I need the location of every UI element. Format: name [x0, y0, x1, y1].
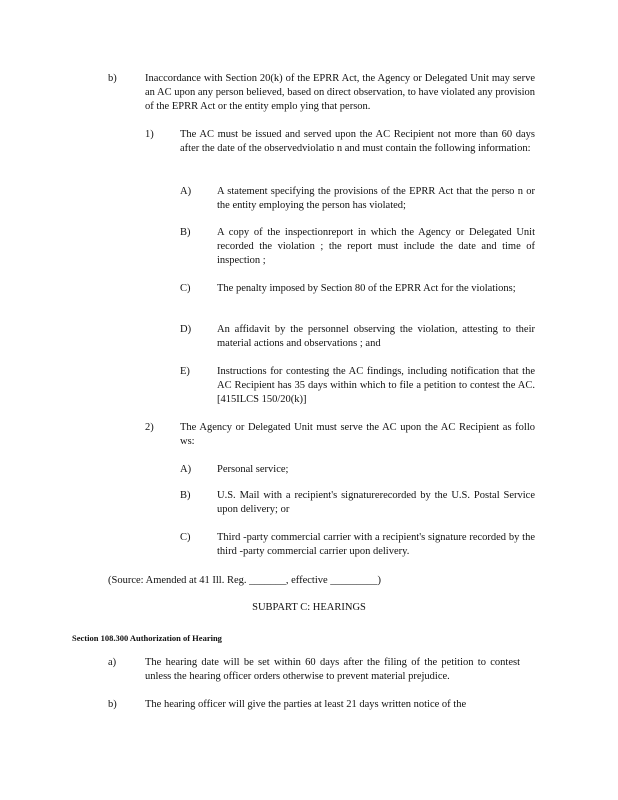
item-2-a-label: A): [180, 464, 192, 475]
item-1-e: Instructions for contesting the AC findings, including notification that the AC Recipient has 35 days within which to file a petition to contest the AC. [415ILCS 150/20(k)]: [217, 366, 535, 405]
item-1-b: A copy of the inspectionreport in which the Agency or Delegated Unit recorded the violation ; the report must include the date and time of inspection ;: [217, 227, 535, 266]
item-1-e-label: E): [180, 366, 190, 377]
section-a-label: a): [108, 657, 117, 668]
item-1-a-label: A): [180, 186, 192, 197]
section-b: The hearing officer will give the parties at least 21 days written notice of the: [145, 699, 467, 710]
item-2: The Agency or Delegated Unit must serve the AC upon the AC Recipient as follo ws:: [180, 422, 535, 447]
section-heading: Section 108.300 Authorization of Hearing: [72, 633, 222, 643]
paragraph-b-label: b): [108, 73, 117, 84]
section-b-label: b): [108, 699, 117, 710]
item-2-b: U.S. Mail with a recipient's signaturerecorded by the U.S. Postal Service upon delivery; or: [217, 490, 535, 515]
item-1-d: An affidavit by the personnel observing the violation, attesting to their material actions and observations ; and: [217, 324, 535, 349]
source-note: (Source: Amended at 41 Ill. Reg. _______, effective _________): [108, 575, 382, 586]
item-1: The AC must be issued and served upon the AC Recipient not more than 60 days after the date of the observedviolatio n and must contain the following information:: [180, 129, 535, 154]
item-1-label: 1): [145, 129, 154, 140]
item-1-c: The penalty imposed by Section 80 of the EPRR Act for the violations;: [217, 283, 516, 294]
paragraph-b: Inaccordance with Section 20(k) of the EPRR Act, the Agency or Delegated Unit may serve an AC upon any person believed, based on direct observation, to have violated any provision of the EPRR Act or the entity emplo ying that person.: [145, 73, 535, 112]
item-2-c: Third -party commercial carrier with a recipient's signature recorded by the third -party commercial carrier upon delivery.: [217, 532, 535, 557]
item-1-a: A statement specifying the provisions of the EPRR Act that the perso n or the entity employing the person has violated;: [217, 186, 535, 211]
item-2-a: Personal service;: [217, 464, 289, 475]
item-2-label: 2): [145, 422, 154, 433]
subpart-title: SUBPART C: HEARINGS: [252, 602, 366, 613]
item-2-c-label: C): [180, 532, 191, 543]
item-1-d-label: D): [180, 324, 192, 335]
item-1-c-label: C): [180, 283, 191, 294]
section-a: The hearing date will be set within 60 days after the filing of the petition to contest unless the hearing officer orders otherwise to prevent material prejudice.: [145, 657, 520, 682]
item-2-b-label: B): [180, 490, 191, 501]
item-1-b-label: B): [180, 227, 191, 238]
